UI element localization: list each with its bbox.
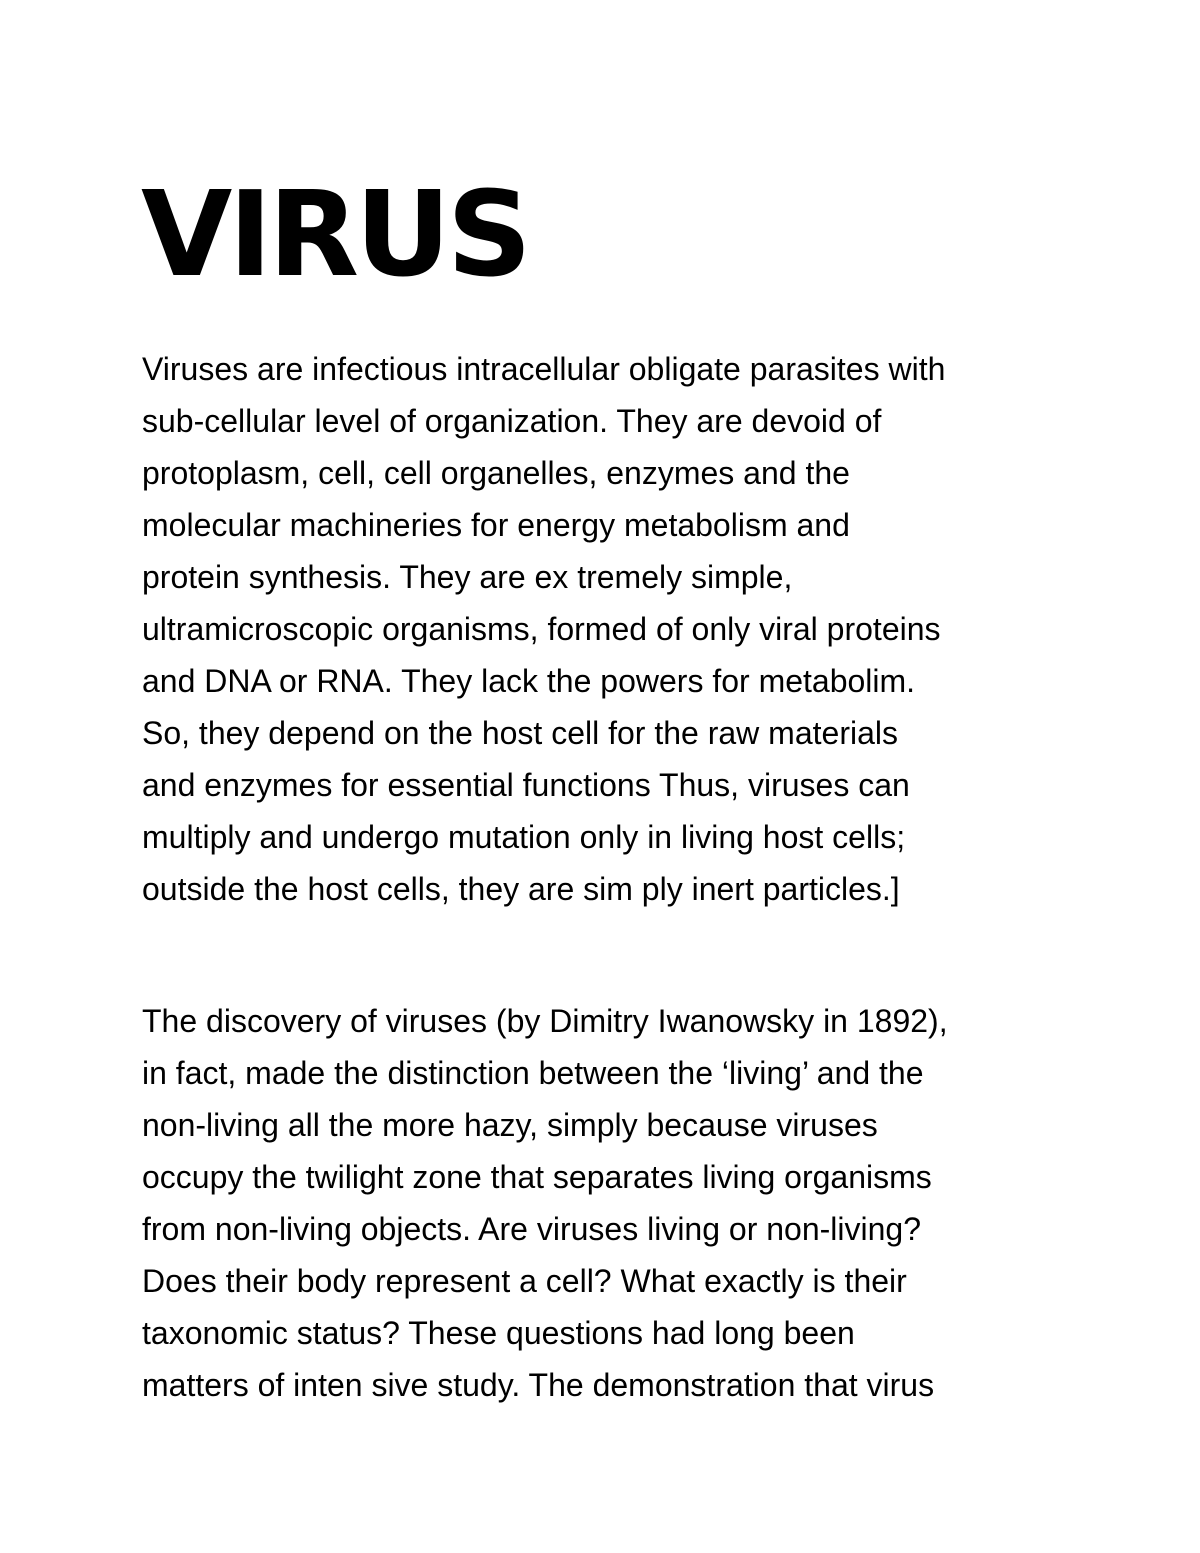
text-line: and DNA or RNA. They lack the powers for metabolim. (142, 663, 916, 699)
text-line: non-living all the more hazy, simply because viruses (142, 1107, 878, 1143)
text-line: molecular machineries for energy metabolism and (142, 507, 850, 543)
text-line: outside the host cells, they are sim ply inert particles.] (142, 871, 900, 907)
text-line: The discovery of viruses (by Dimitry Iwanowsky in 1892), (142, 1003, 948, 1039)
text-line: in fact, made the distinction between the ‘living’ and the (142, 1055, 924, 1091)
text-line: and enzymes for essential functions Thus, viruses can (142, 767, 910, 803)
text-line: occupy the twilight zone that separates living organisms (142, 1159, 932, 1195)
text-line: ultramicroscopic organisms, formed of only viral proteins (142, 611, 941, 647)
text-line: Does their body represent a cell? What exactly is their (142, 1263, 907, 1299)
text-line: multiply and undergo mutation only in living host cells; (142, 819, 906, 855)
text-line: taxonomic status? These questions had long been (142, 1315, 855, 1351)
paragraph-definition (142, 343, 945, 915)
paragraph-discovery (142, 995, 948, 1411)
text-line: sub-cellular level of organization. They are devoid of (142, 403, 882, 439)
text-line: protein synthesis. They are ex tremely simple, (142, 559, 793, 595)
text-line: Viruses are infectious intracellular obligate parasites with (142, 351, 946, 387)
page-title: VIRUS (141, 165, 528, 303)
text-line: So, they depend on the host cell for the raw materials (142, 715, 898, 751)
text-line: protoplasm, cell, cell organelles, enzymes and the (142, 455, 850, 491)
text-line: matters of inten sive study. The demonstration that virus (142, 1367, 935, 1403)
text-line: from non-living objects. Are viruses living or non-living? (142, 1211, 922, 1247)
